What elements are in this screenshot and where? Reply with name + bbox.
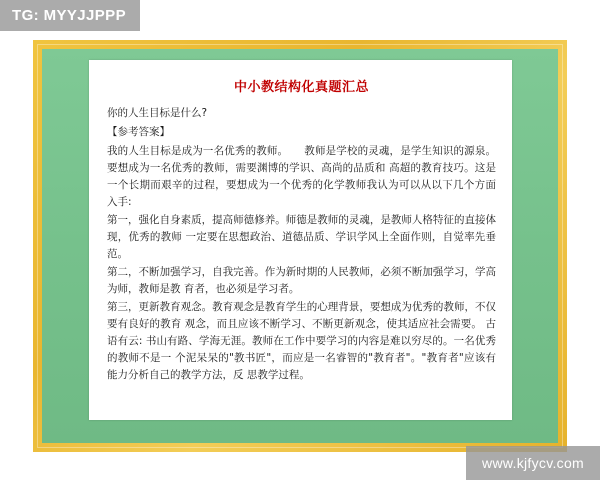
page-title: 中小教结构化真题汇总 [233,80,369,95]
site-watermark: www.kjfycv.com [466,446,600,480]
question-line: 你的人生目标是什么? [107,107,208,119]
document-body [107,105,496,384]
answer-label: 【参考答案】 [107,126,170,138]
document-page [89,60,512,420]
telegram-watermark: TG: MYYJJPPP [0,0,140,31]
answer-paragraph-2: 第一，强化自身素质，提高师德修养。师德是教师的灵魂，是教师人格特征的直接体现，优秀的教师 一定要在思想政治、道德品质、学识学风上全面作则，自觉率先垂范。 [107,214,496,260]
answer-paragraph-3: 第二，不断加强学习，自我完善。作为新时期的人民教师，必须不断加强学习，学高为师，教师是教 育者，也必须是学习者。 [107,266,496,295]
answer-paragraph-1: 我的人生目标是成为一名优秀的教师。 教师是学校的灵魂，是学生知识的源泉。要想成为一名优秀的教师，需要渊博的学识、高尚的品质和 高超的教育技巧。这是一个长期而艰辛的过程，要想成为一个优秀的化学教师我认为可以从以下几个方面 入手: [107,145,496,208]
answer-paragraph-4: 第三，更新教育观念。教育观念是教育学生的心理背景，要想成为优秀的教师，不仅要有良好的教育 观念，而且应该不断学习、不断更新观念，使其适应社会需要。 古语有云: 书山有路、学海无涯。教师在工作中要学习的内容是难以穷尽的。一名优秀的教师不是一 个泥呆呆的"教书匠"，而应是一名睿智的"教育者"。"教育者"应该有能力分析自己的教学方法，反 思教学过程。 [107,301,496,381]
